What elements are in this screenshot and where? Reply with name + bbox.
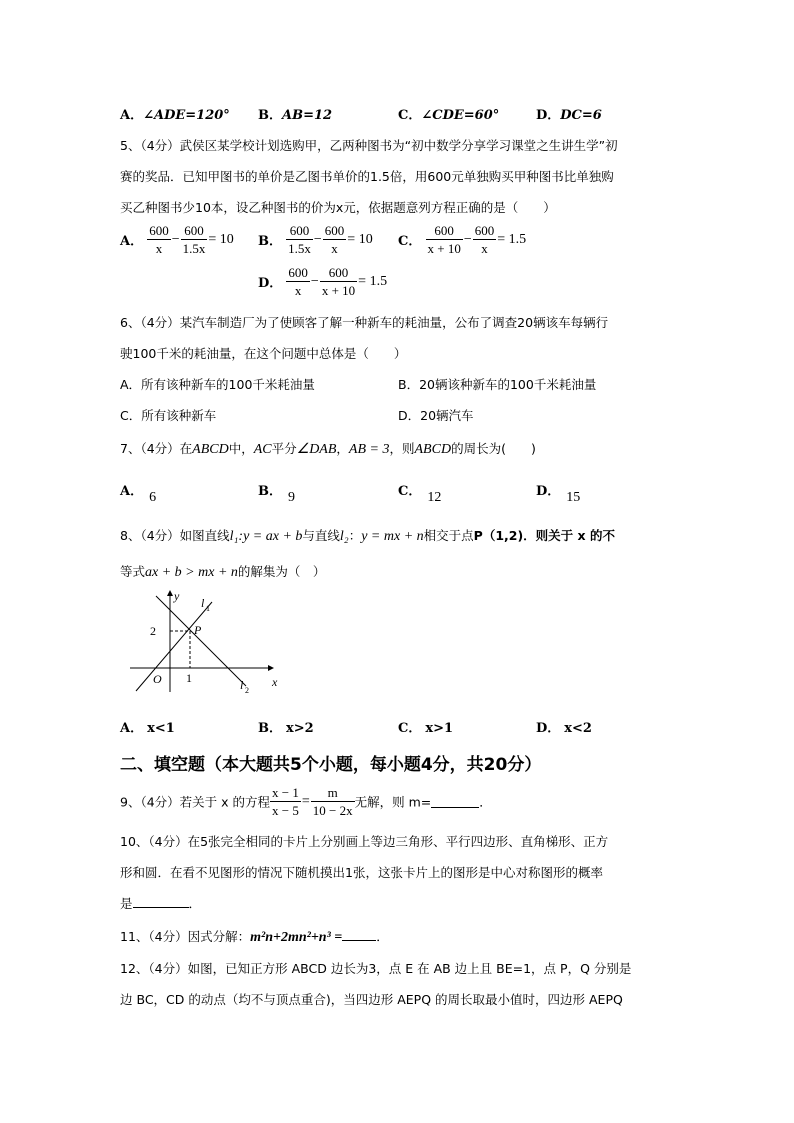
q5-line-3: 买乙种图书少10本，设乙种图书的价为x元，依据题意列方程正确的是（ ） — [120, 200, 556, 215]
x-label: x — [272, 675, 278, 689]
tick-1-label: 1 — [186, 671, 192, 685]
answer-blank — [133, 895, 189, 908]
q4-option-d: D．DC=6 — [536, 108, 602, 123]
q5-option-a: A． $\frac{600}{x}$ − $\frac{600}{1.5x}$ = 10 — [120, 223, 234, 256]
q6-line-1: 6、（4分）某汽车制造厂为了使顾客了解一种新车的耗油量，公布了调查20辆该车每辆行 — [120, 315, 609, 330]
q8-option-b: B． x>2 — [258, 721, 314, 736]
fraction: $\frac{600}{x}$ — [149, 223, 169, 256]
l1-label: l — [201, 596, 205, 610]
q8-option-a: A． x<1 — [120, 721, 175, 736]
l2-subscript: 2 — [245, 686, 249, 695]
line-l1 — [136, 602, 212, 691]
q8-option-d: D． x<2 — [536, 721, 592, 736]
tick-2-label: 2 — [150, 624, 156, 638]
q8-option-c: C． x>1 — [398, 721, 454, 736]
q6-option-d: D．20辆汽车 — [398, 408, 474, 423]
q4-option-b: B．AB=12 — [258, 108, 333, 123]
q7-option-b: B． 9 — [258, 484, 295, 505]
fraction: $\frac{600}{x + 10}$ — [427, 223, 461, 256]
q10-line-3: 是 ． — [120, 896, 202, 911]
answer-blank — [342, 928, 376, 941]
q5-option-b: B． $\frac{600}{1.5x}$ − $\frac{600}{x}$ = 10 — [258, 223, 373, 256]
q6-option-c: C．所有该种新车 — [120, 408, 217, 423]
x-axis-arrow — [268, 665, 274, 671]
q6-line-2: 驶100千米的耗油量，在这个问题中总体是（ ） — [120, 346, 407, 361]
q12-line-2: 边 BC，CD 的动点（均不与顶点重合)，当四边形 AEPQ 的周长取最小值时，四边形 AEPQ — [120, 992, 623, 1007]
q5-option-c: C． $\frac{600}{x + 10}$ − $\frac{600}{x}$ = 1.5 — [398, 223, 527, 256]
q5-line-2: 赛的奖品．已知甲图书的单价是乙图书单价的1.5倍，用600元单独购买甲种图书比单独购 — [120, 169, 614, 184]
q5-option-d: D． $\frac{600}{x}$ − $\frac{600}{x + 10}$ = 1.5 — [258, 265, 388, 298]
q6-option-b: B．20辆该种新车的100千米耗油量 — [398, 377, 597, 392]
fraction: $\frac{600}{1.5x}$ — [182, 223, 206, 256]
l1-subscript: 1 — [206, 604, 210, 613]
origin-label: O — [153, 672, 162, 686]
q7-stem: 7、（4分）在ABCD中，AC平分∠DAB，AB = 3，则ABCD的周长为( ) — [120, 441, 536, 457]
q7-option-a: A． 6 — [120, 484, 157, 505]
q8-line-1: 8、（4分）如图直线l₁:y = ax + b与直线l₂：y = mx + n相交于点P（1,2)．则关于 x 的不 — [120, 528, 615, 544]
q8-graph — [124, 588, 284, 700]
y-label: y — [174, 589, 180, 603]
answer-blank — [431, 795, 479, 808]
fraction: $\frac{m}{10 - 2x}$ — [312, 785, 353, 818]
fraction: $\frac{600}{1.5x}$ — [288, 223, 311, 256]
fraction: $\frac{600}{x}$ — [474, 223, 495, 256]
q9: 9、（4分）若关于 x 的方程 $\frac{x - 1}{x - 5}$ = $\frac{m}{10 - 2x}$ 无解，则 m= ． — [120, 785, 492, 818]
fraction: $\frac{600}{x + 10}$ — [321, 265, 356, 298]
q8-line-2: 等式ax + b > mx + n的解集为（ ） — [120, 564, 326, 580]
fraction: $\frac{x - 1}{x - 5}$ — [272, 785, 299, 818]
q10-line-1: 10、（4分）在5张完全相同的卡片上分别画上等边三角形、平行四边形、直角梯形、正方 — [120, 834, 609, 849]
l2-label: l — [240, 678, 244, 692]
q11: 11、（4分）因式分解：m²n+2mn²+n³ = ． — [120, 929, 389, 945]
section-heading: 二、填空题（本大题共5个小题，每小题4分，共20分） — [120, 755, 542, 775]
point-p-label: P — [194, 623, 202, 637]
q4-option-c: C．∠CDE=60° — [398, 108, 500, 123]
y-axis-arrow — [167, 590, 173, 596]
q4-option-a: A．∠ADE=120° — [120, 108, 230, 123]
fraction: $\frac{600}{x}$ — [324, 223, 345, 256]
q7-option-c: C． 12 — [398, 484, 442, 505]
q5-line-1: 5、（4分）武侯区某学校计划选购甲，乙两种图书为“初中数学分享学习课堂之生讲生学”初 — [120, 138, 618, 153]
q12-line-1: 12、（4分）如图，已知正方形 ABCD 边长为3，点 E 在 AB 边上且 BE=1，点 P，Q 分别是 — [120, 961, 632, 976]
q10-line-2: 形和圆．在看不见图形的情况下随机摸出1张，这张卡片上的图形是中心对称图形的概率 — [120, 865, 603, 880]
q6-option-a: A．所有该种新车的100千米耗油量 — [120, 377, 315, 392]
q7-option-d: D． 15 — [536, 484, 581, 505]
fraction: $\frac{600}{x}$ — [288, 265, 308, 298]
